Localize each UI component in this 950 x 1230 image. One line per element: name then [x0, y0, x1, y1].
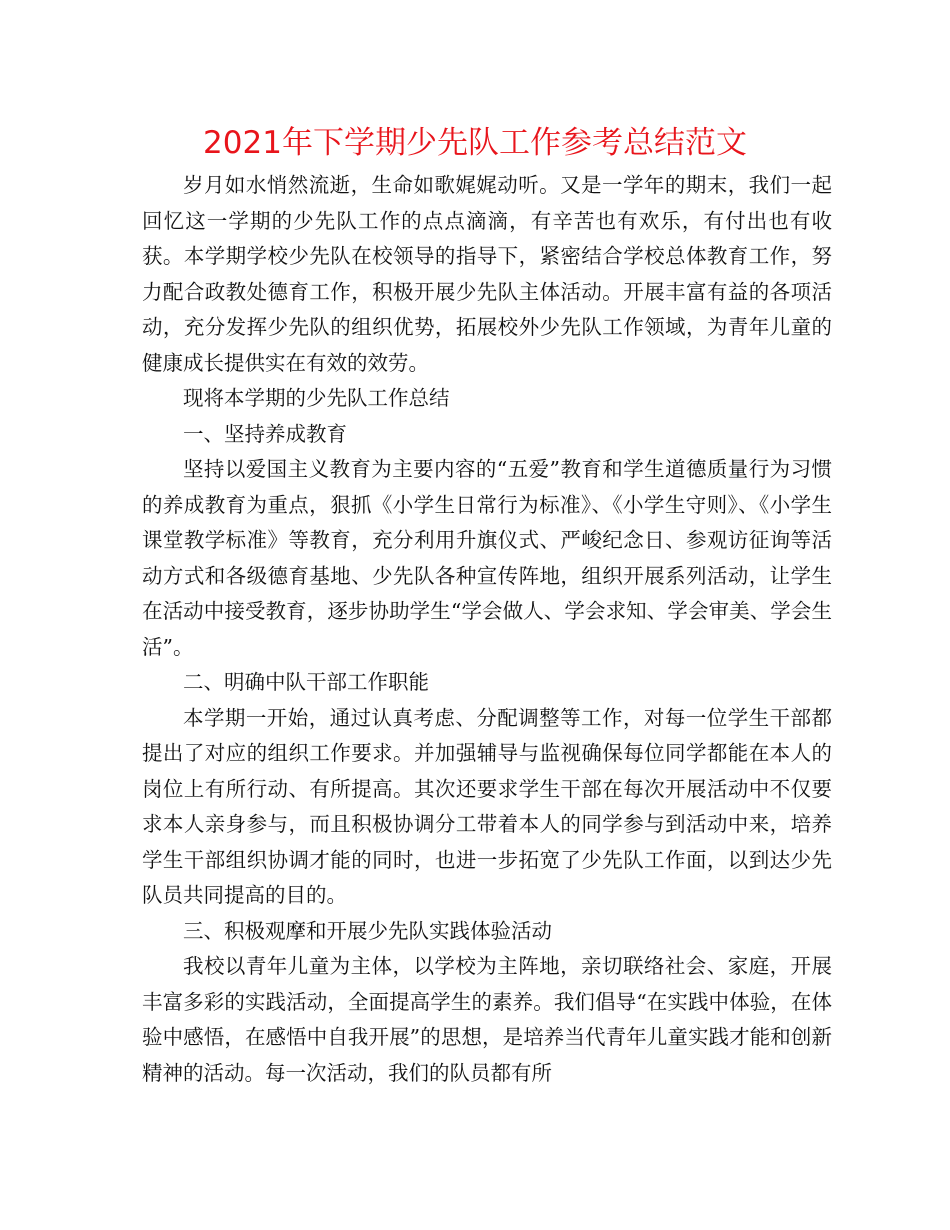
paragraph-section-3: 我校以青年儿童为主体，以学校为主阵地，亲切联络社会、家庭，开展丰富多彩的实践活动，全面提高学生的素养。我们倡导“在实践中体验，在体验中感悟，在感悟中自我开展”的思想，是培养当代青年儿童实践才能和创新精神的活动。每一次活动，我们的队员都有所 — [142, 954, 832, 1085]
section-heading-3: 三、积极观摩和开展少先队实践体验活动 — [183, 918, 552, 943]
section-heading-2: 二、明确中队干部工作职能 — [183, 670, 429, 694]
paragraph-section-1: 坚持以爱国主义教育为主要内容的“五爱”教育和学生道德质量行为习惯的养成教育为重点，狠抓《小学生日常行为标准》、《小学生守则》、《小学生课堂教学标准》等教育，充分利用升旗仪式、严峻纪念日、参观访征询等活动方式和各级德育基地、少先队各种宣传阵地，组织开展系列活动，让学生在活动中接受教育，逐步协助学生“学会做人、学会求知、学会审美、学会生活”。 — [142, 457, 832, 659]
paragraph-intro: 岁月如水悄然流逝，生命如歌娓娓动听。又是一学年的期末，我们一起回忆这一学期的少先队工作的点点滴滴，有辛苦也有欢乐，有付出也有收获。本学期学校少先队在校领导的指导下，紧密结合学校总体教育工作，努力配合政教处德育工作，积极开展少先队主体活动。开展丰富有益的各项活动，充分发挥少先队的组织优势，拓展校外少先队工作领域，为青年儿童的健康成长提供实在有效的效劳。 — [142, 173, 832, 375]
document-body — [142, 168, 832, 1091]
paragraph-section-2: 本学期一开始，通过认真考虑、分配调整等工作，对每一位学生干部都提出了对应的组织工作要求。并加强辅导与监视确保每位同学都能在本人的岗位上有所行动、有所提高。其次还要求学生干部在每次开展活动中不仅要求本人亲身参与，而且积极协调分工带着本人的同学参与到活动中来，培养学生干部组织协调才能的同时，也进一步拓宽了少先队工作面，以到达少先队员共同提高的目的。 — [142, 705, 832, 907]
section-heading-1: 一、坚持养成教育 — [183, 421, 347, 446]
paragraph-summary-lead: 现将本学期的少先队工作总结 — [183, 386, 450, 410]
document-title: 2021年下学期少先队工作参考总结范文 — [203, 125, 747, 161]
